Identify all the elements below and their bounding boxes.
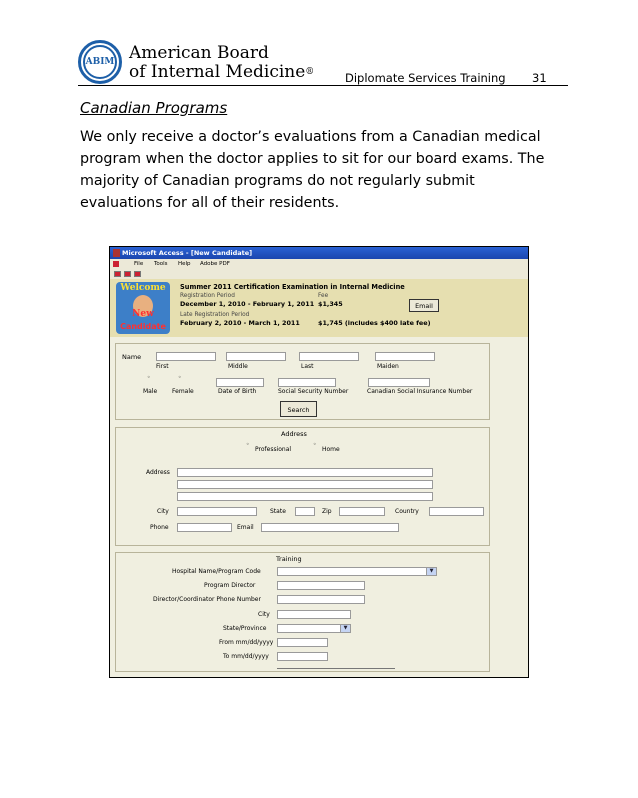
address-line2-input[interactable] <box>177 480 433 489</box>
toolbar-pdf-review-icon[interactable] <box>134 271 141 277</box>
home-radio-icon[interactable]: ◦ <box>313 441 317 448</box>
sin-label: Canadian Social Insurance Number <box>367 388 473 395</box>
name-panel <box>115 343 490 420</box>
country-input[interactable] <box>429 507 484 516</box>
menu-adobe-pdf[interactable]: Adobe PDF <box>200 261 230 267</box>
header-rule <box>78 85 568 86</box>
welcome-new-candidate-image <box>116 282 170 334</box>
home-label: Home <box>322 446 340 453</box>
section-title: Canadian Programs <box>80 99 228 117</box>
professional-radio-icon[interactable]: ◦ <box>246 441 250 448</box>
male-label: Male <box>143 388 158 395</box>
menu-file[interactable]: File <box>134 261 144 267</box>
last-name-input[interactable] <box>299 352 359 361</box>
middle-label: Middle <box>228 363 248 370</box>
name-label: Name <box>122 353 142 361</box>
coordinator-phone-label: Director/Coordinator Phone Number <box>153 596 261 603</box>
org-name-line2: of Internal Medicine® <box>129 62 315 82</box>
welcome-text: Welcome <box>120 283 166 293</box>
candidate-text: Candidate <box>120 322 166 331</box>
late-fee-value: $1,745 (includes $400 late fee) <box>318 319 431 327</box>
late-registration-label: Late Registration Period <box>180 312 250 318</box>
toolbar-pdf-mail-icon[interactable] <box>124 271 131 277</box>
program-director-input[interactable] <box>277 581 365 590</box>
toolbar-pdf-icon[interactable] <box>114 271 121 277</box>
female-label: Female <box>172 388 194 395</box>
from-date-input[interactable] <box>277 638 328 647</box>
to-date-input[interactable] <box>277 652 328 661</box>
address-line3-input[interactable] <box>177 492 433 501</box>
dob-label: Date of Birth <box>218 388 257 395</box>
access-window <box>109 246 529 678</box>
menu-form-icon[interactable] <box>113 261 119 267</box>
coordinator-phone-input[interactable] <box>277 595 365 604</box>
menu-help[interactable]: Help <box>178 261 191 267</box>
email-button[interactable]: Email <box>409 299 439 312</box>
hospital-label: Hospital Name/Program Code <box>172 568 261 575</box>
address-label: Address <box>146 469 170 476</box>
hospital-dropdown-arrow-icon[interactable]: ▼ <box>426 568 436 575</box>
male-radio-icon[interactable]: ◦ <box>147 374 151 381</box>
window-title: Microsoft Access - [New Candidate] <box>122 249 253 257</box>
search-button[interactable]: Search <box>280 401 317 417</box>
doc-title: Diplomate Services Training <box>345 71 506 85</box>
address-title: Address <box>281 430 307 438</box>
maiden-label: Maiden <box>377 363 399 370</box>
email-label: Email <box>237 524 254 531</box>
menu-tools[interactable]: Tools <box>154 261 168 267</box>
middle-name-input[interactable] <box>226 352 286 361</box>
phone-input[interactable] <box>177 523 232 532</box>
professional-label: Professional <box>255 446 292 453</box>
new-text: New <box>132 309 154 319</box>
first-label: First <box>156 363 169 370</box>
fee-label: Fee <box>318 293 329 299</box>
hospital-select[interactable] <box>277 567 437 576</box>
page-number: 31 <box>532 71 547 85</box>
training-panel <box>115 552 490 672</box>
sin-input[interactable] <box>368 378 430 387</box>
phone-label: Phone <box>150 524 169 531</box>
fee-value: $1,345 <box>318 300 343 308</box>
toolbar <box>110 269 528 279</box>
state-province-select[interactable] <box>277 624 351 633</box>
registration-value: December 1, 2010 - February 1, 2011 <box>180 300 315 308</box>
training-city-label: City <box>258 611 270 618</box>
org-name-line1: American Board <box>129 43 269 63</box>
city-label: City <box>157 508 169 515</box>
email-input[interactable] <box>261 523 399 532</box>
dob-input[interactable] <box>216 378 264 387</box>
maiden-name-input[interactable] <box>375 352 435 361</box>
first-name-input[interactable] <box>156 352 216 361</box>
state-dropdown-arrow-icon[interactable]: ▼ <box>340 625 350 632</box>
program-director-label: Program Director <box>204 582 256 589</box>
menu-bar <box>110 259 528 269</box>
state-input[interactable] <box>295 507 315 516</box>
window-titlebar <box>110 247 528 259</box>
training-title: Training <box>276 555 302 563</box>
state-label: State <box>270 508 286 515</box>
exam-title: Summer 2011 Certification Examination in Internal Medicine <box>180 283 405 291</box>
zip-label: Zip <box>322 508 332 515</box>
city-input[interactable] <box>177 507 257 516</box>
zip-input[interactable] <box>339 507 385 516</box>
to-date-label: To mm/dd/yyyy <box>223 653 269 660</box>
female-radio-icon[interactable]: ◦ <box>178 374 182 381</box>
registration-label: Registration Period <box>180 293 235 299</box>
training-divider <box>277 668 395 669</box>
training-city-input[interactable] <box>277 610 351 619</box>
form-header <box>110 279 528 337</box>
section-paragraph: We only receive a doctor’s evaluations from a Canadian medical program when the doctor applies to sit for our board exams. The majority of Canadian programs do not regularly submit evaluations for all of their residents. <box>80 129 545 211</box>
country-label: Country <box>395 508 419 515</box>
address-line1-input[interactable] <box>177 468 433 477</box>
state-province-label: State/Province <box>223 625 267 632</box>
ssn-input[interactable] <box>278 378 336 387</box>
abim-logo-text: ABIM <box>83 45 117 79</box>
last-label: Last <box>301 363 314 370</box>
late-registration-value: February 2, 2010 - March 1, 2011 <box>180 319 300 327</box>
access-icon <box>113 249 120 257</box>
from-date-label: From mm/dd/yyyy <box>219 639 274 646</box>
address-panel <box>115 427 490 546</box>
abim-logo <box>78 40 122 84</box>
ssn-label: Social Security Number <box>278 388 349 395</box>
